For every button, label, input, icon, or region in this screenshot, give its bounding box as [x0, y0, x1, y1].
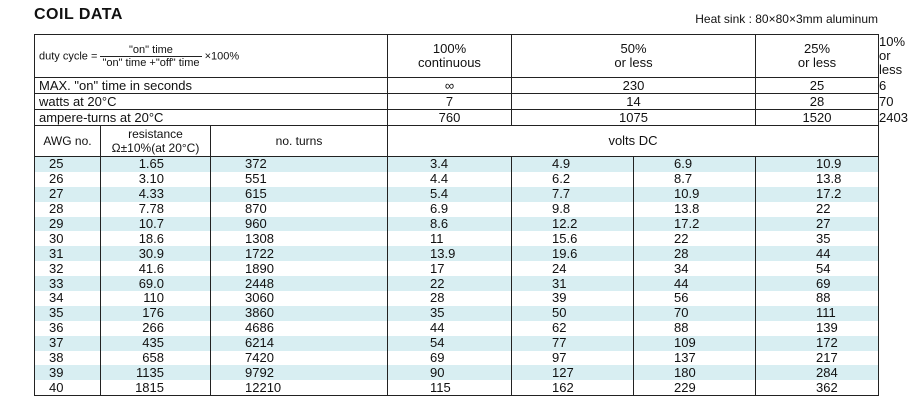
- volts-header: volts DC: [388, 126, 879, 157]
- volts-10-cell: 69: [756, 276, 879, 291]
- volts-25-cell: 8.7: [634, 172, 756, 187]
- turns-cell: 6214: [211, 336, 388, 351]
- duty-col-line2: or less: [614, 55, 653, 70]
- resistance-cell: 1135: [101, 365, 211, 380]
- turns-cell: 9792: [211, 365, 388, 380]
- awg-cell: 27: [35, 187, 101, 202]
- resistance-cell: 1815: [101, 380, 211, 395]
- table-row: [35, 202, 879, 217]
- resistance-cell: 3.10: [101, 172, 211, 187]
- volts-50-cell: 9.8: [512, 202, 634, 217]
- table-row: [35, 365, 879, 380]
- volts-10-cell: 35: [756, 231, 879, 246]
- volts-10-cell: 362: [756, 380, 879, 395]
- volts-25-cell: 6.9: [634, 157, 756, 172]
- table-row: [35, 157, 879, 172]
- resistance-cell: 1.65: [101, 157, 211, 172]
- table-row: [35, 351, 879, 366]
- awg-cell: 39: [35, 365, 101, 380]
- turns-cell: 1890: [211, 261, 388, 276]
- volts-100-cell: 5.4: [388, 187, 512, 202]
- summary-label: MAX. "on" time in seconds: [35, 78, 388, 94]
- turns-cell: 2448: [211, 276, 388, 291]
- turns-cell: 870: [211, 202, 388, 217]
- awg-cell: 31: [35, 246, 101, 261]
- summary-value: 1075: [512, 110, 756, 126]
- volts-10-cell: 54: [756, 261, 879, 276]
- volts-25-cell: 10.9: [634, 187, 756, 202]
- volts-50-cell: 97: [512, 351, 634, 366]
- duty-cycle-row: duty cycle = $\frac{\text{"on" time}}{\text{"on" time +"off" time}}$ ×100% 100% continuous 50% or less 25% or less 10% or less: [35, 35, 879, 78]
- volts-10-cell: 44: [756, 246, 879, 261]
- volts-50-cell: 24: [512, 261, 634, 276]
- resistance-cell: 110: [101, 291, 211, 306]
- volts-50-cell: 127: [512, 365, 634, 380]
- volts-100-cell: 22: [388, 276, 512, 291]
- awg-cell: 30: [35, 231, 101, 246]
- volts-10-cell: 139: [756, 321, 879, 336]
- table-row: [35, 291, 879, 306]
- awg-cell: 40: [35, 380, 101, 395]
- volts-50-cell: 12.2: [512, 217, 634, 232]
- summary-value: 230: [512, 78, 756, 94]
- resistance-cell: 658: [101, 351, 211, 366]
- awg-cell: 33: [35, 276, 101, 291]
- turns-cell: 7420: [211, 351, 388, 366]
- resistance-cell: 266: [101, 321, 211, 336]
- volts-50-cell: 7.7: [512, 187, 634, 202]
- volts-50-cell: 31: [512, 276, 634, 291]
- volts-10-cell: 13.8: [756, 172, 879, 187]
- turns-cell: 615: [211, 187, 388, 202]
- resistance-cell: 41.6: [101, 261, 211, 276]
- fraction-denominator: "on" time +"off" time: [102, 56, 200, 69]
- duty-col-line1: 100%: [432, 41, 467, 56]
- awg-cell: 34: [35, 291, 101, 306]
- awg-cell: 26: [35, 172, 101, 187]
- volts-50-cell: 19.6: [512, 246, 634, 261]
- turns-cell: 3060: [211, 291, 388, 306]
- resistance-cell: 7.78: [101, 202, 211, 217]
- table-row: [35, 217, 879, 232]
- awg-cell: 35: [35, 306, 101, 321]
- turns-cell: 4686: [211, 321, 388, 336]
- duty-cycle-prefix: duty cycle =: [39, 49, 98, 62]
- duty-col-line2: or less: [797, 55, 837, 70]
- table-row: [35, 261, 879, 276]
- volts-25-cell: 28: [634, 246, 756, 261]
- summary-value: 14: [512, 94, 756, 110]
- page-title: COIL DATA: [34, 6, 123, 23]
- volts-10-cell: 284: [756, 365, 879, 380]
- resistance-header: [101, 126, 211, 157]
- turns-cell: 551: [211, 172, 388, 187]
- summary-value: 25: [756, 78, 879, 94]
- duty-cycle-fraction: [100, 44, 201, 69]
- volts-100-cell: 44: [388, 321, 512, 336]
- turns-cell: 3860: [211, 306, 388, 321]
- volts-50-cell: 62: [512, 321, 634, 336]
- duty-col-line1: 25%: [804, 41, 831, 56]
- volts-50-cell: 50: [512, 306, 634, 321]
- volts-100-cell: 6.9: [388, 202, 512, 217]
- volts-10-cell: 111: [756, 306, 879, 321]
- volts-50-cell: 6.2: [512, 172, 634, 187]
- volts-100-cell: 69: [388, 351, 512, 366]
- table-row: [35, 246, 879, 261]
- coil-data-table: [34, 34, 908, 396]
- volts-25-cell: 17.2: [634, 217, 756, 232]
- volts-50-cell: 162: [512, 380, 634, 395]
- volts-25-cell: 56: [634, 291, 756, 306]
- summary-row-watts: watts at 20°C 7 14 28 70: [35, 94, 879, 110]
- resistance-header-line1: resistance: [128, 127, 183, 141]
- volts-10-cell: 27: [756, 217, 879, 232]
- volts-50-cell: 77: [512, 336, 634, 351]
- table-row: [35, 306, 879, 321]
- resistance-cell: 4.33: [101, 187, 211, 202]
- volts-100-cell: 17: [388, 261, 512, 276]
- table-row: [35, 321, 879, 336]
- volts-25-cell: 109: [634, 336, 756, 351]
- volts-100-cell: 11: [388, 231, 512, 246]
- summary-value: ∞: [388, 78, 512, 94]
- summary-value: 7: [388, 94, 512, 110]
- duty-cycle-formula: [35, 35, 388, 78]
- resistance-cell: 10.7: [101, 217, 211, 232]
- awg-cell: 25: [35, 157, 101, 172]
- resistance-header-line2: Ω±10%(at 20°C): [111, 141, 200, 155]
- summary-value: 28: [756, 94, 879, 110]
- awg-cell: 32: [35, 261, 101, 276]
- volts-10-cell: 217: [756, 351, 879, 366]
- volts-25-cell: 44: [634, 276, 756, 291]
- summary-label: watts at 20°C: [35, 94, 388, 110]
- volts-25-cell: 88: [634, 321, 756, 336]
- volts-50-cell: 39: [512, 291, 634, 306]
- duty-col-line2: continuous: [418, 55, 481, 70]
- turns-cell: 960: [211, 217, 388, 232]
- volts-100-cell: 8.6: [388, 217, 512, 232]
- summary-value: 760: [388, 110, 512, 126]
- turns-header: no. turns: [211, 126, 388, 157]
- resistance-cell: 176: [101, 306, 211, 321]
- volts-10-cell: 172: [756, 336, 879, 351]
- volts-100-cell: 28: [388, 291, 512, 306]
- volts-100-cell: 35: [388, 306, 512, 321]
- table-row: [35, 231, 879, 246]
- volts-10-cell: 22: [756, 202, 879, 217]
- table-row: [35, 172, 879, 187]
- volts-100-cell: 54: [388, 336, 512, 351]
- summary-label: ampere-turns at 20°C: [35, 110, 388, 126]
- volts-10-cell: 17.2: [756, 187, 879, 202]
- fraction-numerator: "on" time: [100, 44, 201, 57]
- volts-10-cell: 10.9: [756, 157, 879, 172]
- awg-cell: 38: [35, 351, 101, 366]
- duty-col-100: [388, 35, 512, 78]
- volts-25-cell: 180: [634, 365, 756, 380]
- resistance-cell: 435: [101, 336, 211, 351]
- table-row: [35, 187, 879, 202]
- duty-col-25: [756, 35, 879, 78]
- turns-cell: 12210: [211, 380, 388, 395]
- summary-row-max-on-time: MAX. "on" time in seconds ∞ 230 25 6: [35, 78, 879, 94]
- awg-cell: 28: [35, 202, 101, 217]
- duty-col-line1: 50%: [620, 41, 647, 56]
- table-row: [35, 276, 879, 291]
- turns-cell: 1308: [211, 231, 388, 246]
- heat-sink-note: Heat sink : 80×80×3mm aluminum: [695, 12, 878, 26]
- resistance-cell: 18.6: [101, 231, 211, 246]
- volts-25-cell: 34: [634, 261, 756, 276]
- awg-cell: 37: [35, 336, 101, 351]
- volts-100-cell: 3.4: [388, 157, 512, 172]
- volts-25-cell: 22: [634, 231, 756, 246]
- resistance-cell: 69.0: [101, 276, 211, 291]
- volts-25-cell: 229: [634, 380, 756, 395]
- awg-header: AWG no.: [35, 126, 101, 157]
- volts-25-cell: 13.8: [634, 202, 756, 217]
- volts-100-cell: 13.9: [388, 246, 512, 261]
- volts-100-cell: 115: [388, 380, 512, 395]
- coil-rows: [35, 157, 879, 396]
- volts-50-cell: 4.9: [512, 157, 634, 172]
- volts-50-cell: 15.6: [512, 231, 634, 246]
- volts-100-cell: 90: [388, 365, 512, 380]
- duty-cycle-suffix: ×100%: [204, 49, 240, 62]
- column-header-row: [35, 126, 879, 157]
- awg-cell: 36: [35, 321, 101, 336]
- table-row: [35, 380, 879, 395]
- duty-col-50: [512, 35, 756, 78]
- summary-row-ampere-turns: ampere-turns at 20°C 760 1075 1520 2403: [35, 110, 879, 126]
- volts-100-cell: 4.4: [388, 172, 512, 187]
- turns-cell: 372: [211, 157, 388, 172]
- table-row: [35, 336, 879, 351]
- awg-cell: 29: [35, 217, 101, 232]
- turns-cell: 1722: [211, 246, 388, 261]
- volts-25-cell: 137: [634, 351, 756, 366]
- summary-value: 1520: [756, 110, 879, 126]
- volts-25-cell: 70: [634, 306, 756, 321]
- volts-10-cell: 88: [756, 291, 879, 306]
- resistance-cell: 30.9: [101, 246, 211, 261]
